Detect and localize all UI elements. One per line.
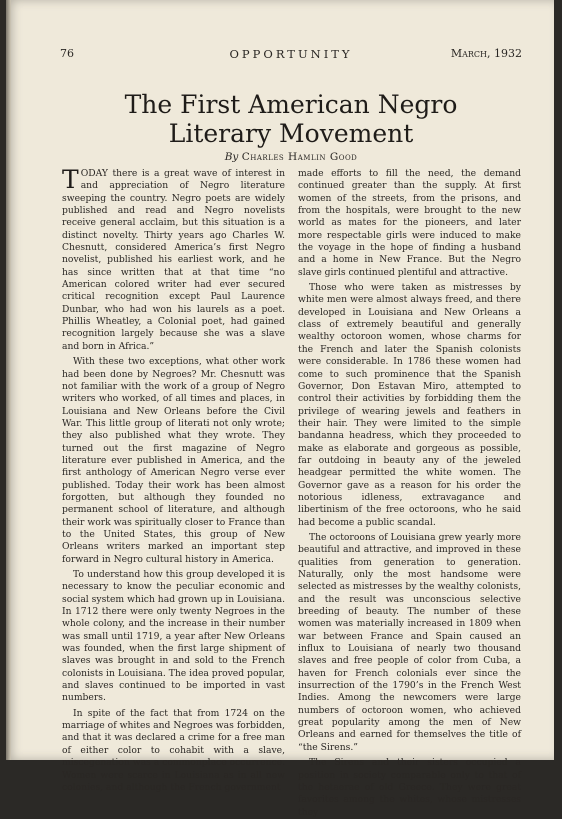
magazine-name: OPPORTUNITY [229,47,353,61]
paragraph-text: there is a great wave of interest in and appreciation of Negro literature sweeping the country. Negro poets are widely published and read and Negro novelists receive general acclaim, but this situation is a distinct novelty. Thirty years ago Charles W. Chesnutt, considered America’s first Negro novelist, published his earliest work, and he has since written that at that time “no American colored writer had ever secured critical recognition except Paul Laurence Dunbar, who had won his laurels as a poet. Phillis Wheatley, a Colonial poet, had gained recognition largely because she was a slave and born in Africa.” [62,168,285,352]
paragraph: Those who were taken as mistresses by white men were almost always freed, and there developed in Louisiana and New Orleans a class of extremely beautiful and generally wealthy octoroon women, whose charms for the French and later the Spanish colonists were considerable. In 1786 these women had come to such prominence that the Spanish Governor, Don Estavan Miro, attempted to control their activities by forbidding them the privilege of wearing jewels and feathers in their hair. They were limited to the simple bandanna headress, which they proceeded to make as elaborate and gorgeous as possible, far outdoing in beauty any of the jeweled headgear permitted the white women. The Governor gave as a reason for his order the notorious idleness, extravagance and libertinism of the free octoroons, who he said had become a public scandal. [298,282,521,528]
paragraph: The Sirens and their sisters occupied a position in society comparable only to that of the hetaerae of old Greece. They were great favorites among the whites, whose mistresses they [298,757,521,818]
issue-date: March, 1932 [450,47,522,60]
page-binding-edge [6,0,11,760]
author-name: Charles Hamlin Good [241,151,358,163]
running-header [60,47,522,63]
paragraph: The octoroons of Louisiana grew yearly more beautiful and attractive, and improved in these qualities from generation to generation. Naturally, only the most handsome were selected as mistresses by the wealthy colonists, and the result was unconscious selective breeding of beauty. The number of these women was materially increased in 1809 when war between France and Spain caused an influx to Louisiana of nearly two thousand slaves and free people of color from Cuba, a haven for French colonials ever since the insurrection of the 1790’s in the French West Indies. Among the newcomers were large numbers of octoroon women, who achieved great popularity among the men of New Orleans and earned for themselves the title of “the Sirens.” [298,531,521,753]
paragraph: made efforts to fill the need, the demand continued greater than the supply. At first women of the streets, from the prisons, and from the hospitals, were brought to the new world as mates for the pioneers, and later more respectable girls were induced to make the voyage in the hope of finding a husband and a home in New France. But the Negro slave girls continued plentiful and attractive. [298,168,521,278]
article-title [60,90,522,148]
article-title-line-2: Literary Movement [168,119,414,148]
byline [60,151,522,163]
lead-words: ODAY [80,168,108,179]
drop-cap: T [62,165,79,194]
page-number: 76 [60,47,74,60]
right-column [298,168,521,818]
byline-prefix: By [224,151,239,163]
paragraph: With these two exceptions, what other work had been done by Negroes? Mr. Chesnutt was not familiar with the work of a group of Negro writers who worked, of all times and places, in Louisiana and New Orleans before the Civil War. This little group of literati not only wrote; they also published what they wrote. They turned out the first magazine of Negro literature ever published in America, and the first anthology of American Negro verse ever published. Today their work has been almost forgotten, but although they founded no permanent school of literature, and although their work was spiritually closer to France than to the United States, this group of New Orleans writers marked an important step forward in Negro cultural history in America. [62,356,285,565]
paragraph [62,165,285,353]
paragraph: In spite of the fact that from 1724 on the marriage of whites and Negroes was forbidden, and that it was declared a crime for a free man of either color to cohabit with a slave, miscegenation was a commonplace occurrence. Women were scarce in Louisiana as in all new colonies, and although the French government [62,707,285,793]
left-column [62,165,285,793]
paragraph: To understand how this group developed it is necessary to know the peculiar economic and social system which had grown up in Louisiana. In 1712 there were only twenty Negroes in the whole colony, and the increase in their number was small until 1719, a year after New Orleans was founded, when the first large shipment of slaves was brought in and sold to the French colonists in Louisiana. The idea proved popular, and slaves continued to be imported in vast numbers. [62,569,285,704]
article-title-line-1: The First American Negro [124,90,458,119]
